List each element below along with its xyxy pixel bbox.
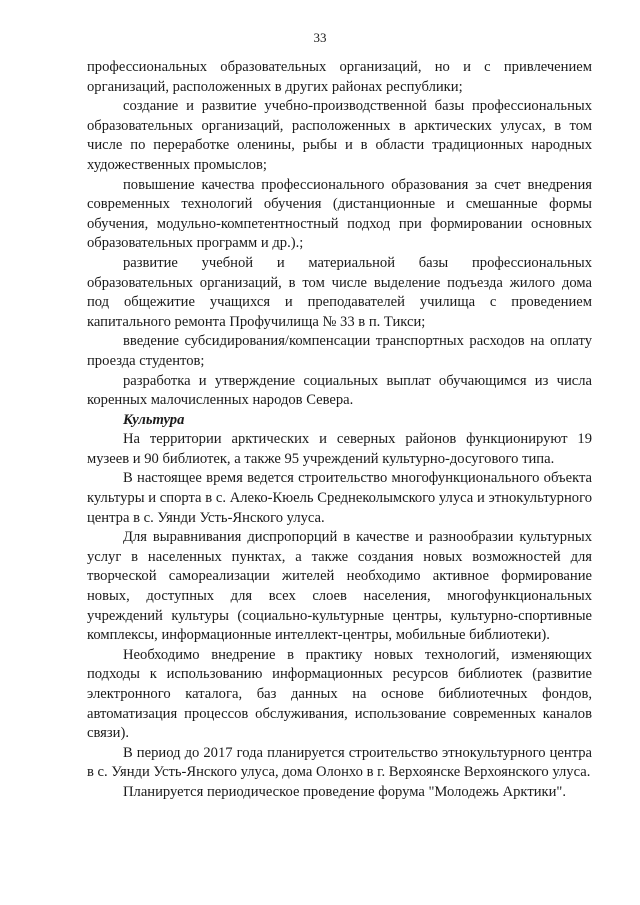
paragraph-education-quality: повышение качества профессионального образования за счет внедрения современных технологий обучения (дистанционные и смешанные формы обучения, модульно-компетентностный подход при формировании основных образовательных программ и др.).; [87,176,592,252]
paragraph-disproportions: Для выравнивания диспропорций в качестве и разнообразии культурных услуг в населенных пунктах, а также создания новых возможностей для творческой самореализации жителей необходимо активное формирование новых, доступных для всех слоев населения, многофункциональных учреждений культуры (социально-культурные центры, культурно-спортивные комплексы, информационные интеллект-центры, мобильные библиотеки). [87,529,592,644]
paragraph-new-technologies: Необходимо внедрение в практику новых технологий, изменяющих подходы к использованию информационных ресурсов библиотек (развитие электронного каталога, баз данных на основе библиотечных фондов, автоматизация процессов обслуживания, использование современных каналов связи). [87,646,592,742]
paragraph-production-base: создание и развитие учебно-производственной базы профессиональных образовательных организаций, расположенных в арктических улусах, в том числе по переработке оленины, рыбы и в области традиционных народных художественных промыслов; [87,98,592,173]
paragraph-2017-plans: В период до 2017 года планируется строительство этнокультурного центра в с. Уянди Усть-Янского улуса, дома Олонхо в г. Верхоянске Верхоянского улуса. [87,744,592,781]
document-body [87,58,592,803]
paragraph-forum: Планируется периодическое проведение форума "Молодежь Арктики". [123,783,567,800]
paragraph-museums-libraries: На территории арктических и северных районов функционируют 19 музеев и 90 библиотек, а также 95 учреждений культурно-досугового типа. [87,431,592,467]
section-heading-culture: Культура [123,411,185,428]
paragraph-continuation: профессиональных образовательных организаций, но и с привлечением организаций, расположенных в других районах республики; [87,59,592,95]
paragraph-material-base: развитие учебной и материальной базы профессиональных образовательных организаций, в том числе выделение подъезда жилого дома под общежитие учащихся и преподавателей училища с проведением капитального ремонта Профучилища № 33 в п. Тикси; [87,254,592,330]
paragraph-social-payments: разработка и утверждение социальных выплат обучающимся из числа коренных малочисленных народов Севера. [87,372,592,409]
paragraph-construction: В настоящее время ведется строительство многофункционального объекта культуры и спорта в с. Алеко-Кюель Среднеколымского улуса и этнокультурного центра в с. Уянди Усть-Янского улуса. [87,470,592,526]
page-number: 33 [313,30,327,45]
paragraph-transport-subsidy: введение субсидирования/компенсации транспортных расходов на оплату проезда студентов; [87,333,592,369]
